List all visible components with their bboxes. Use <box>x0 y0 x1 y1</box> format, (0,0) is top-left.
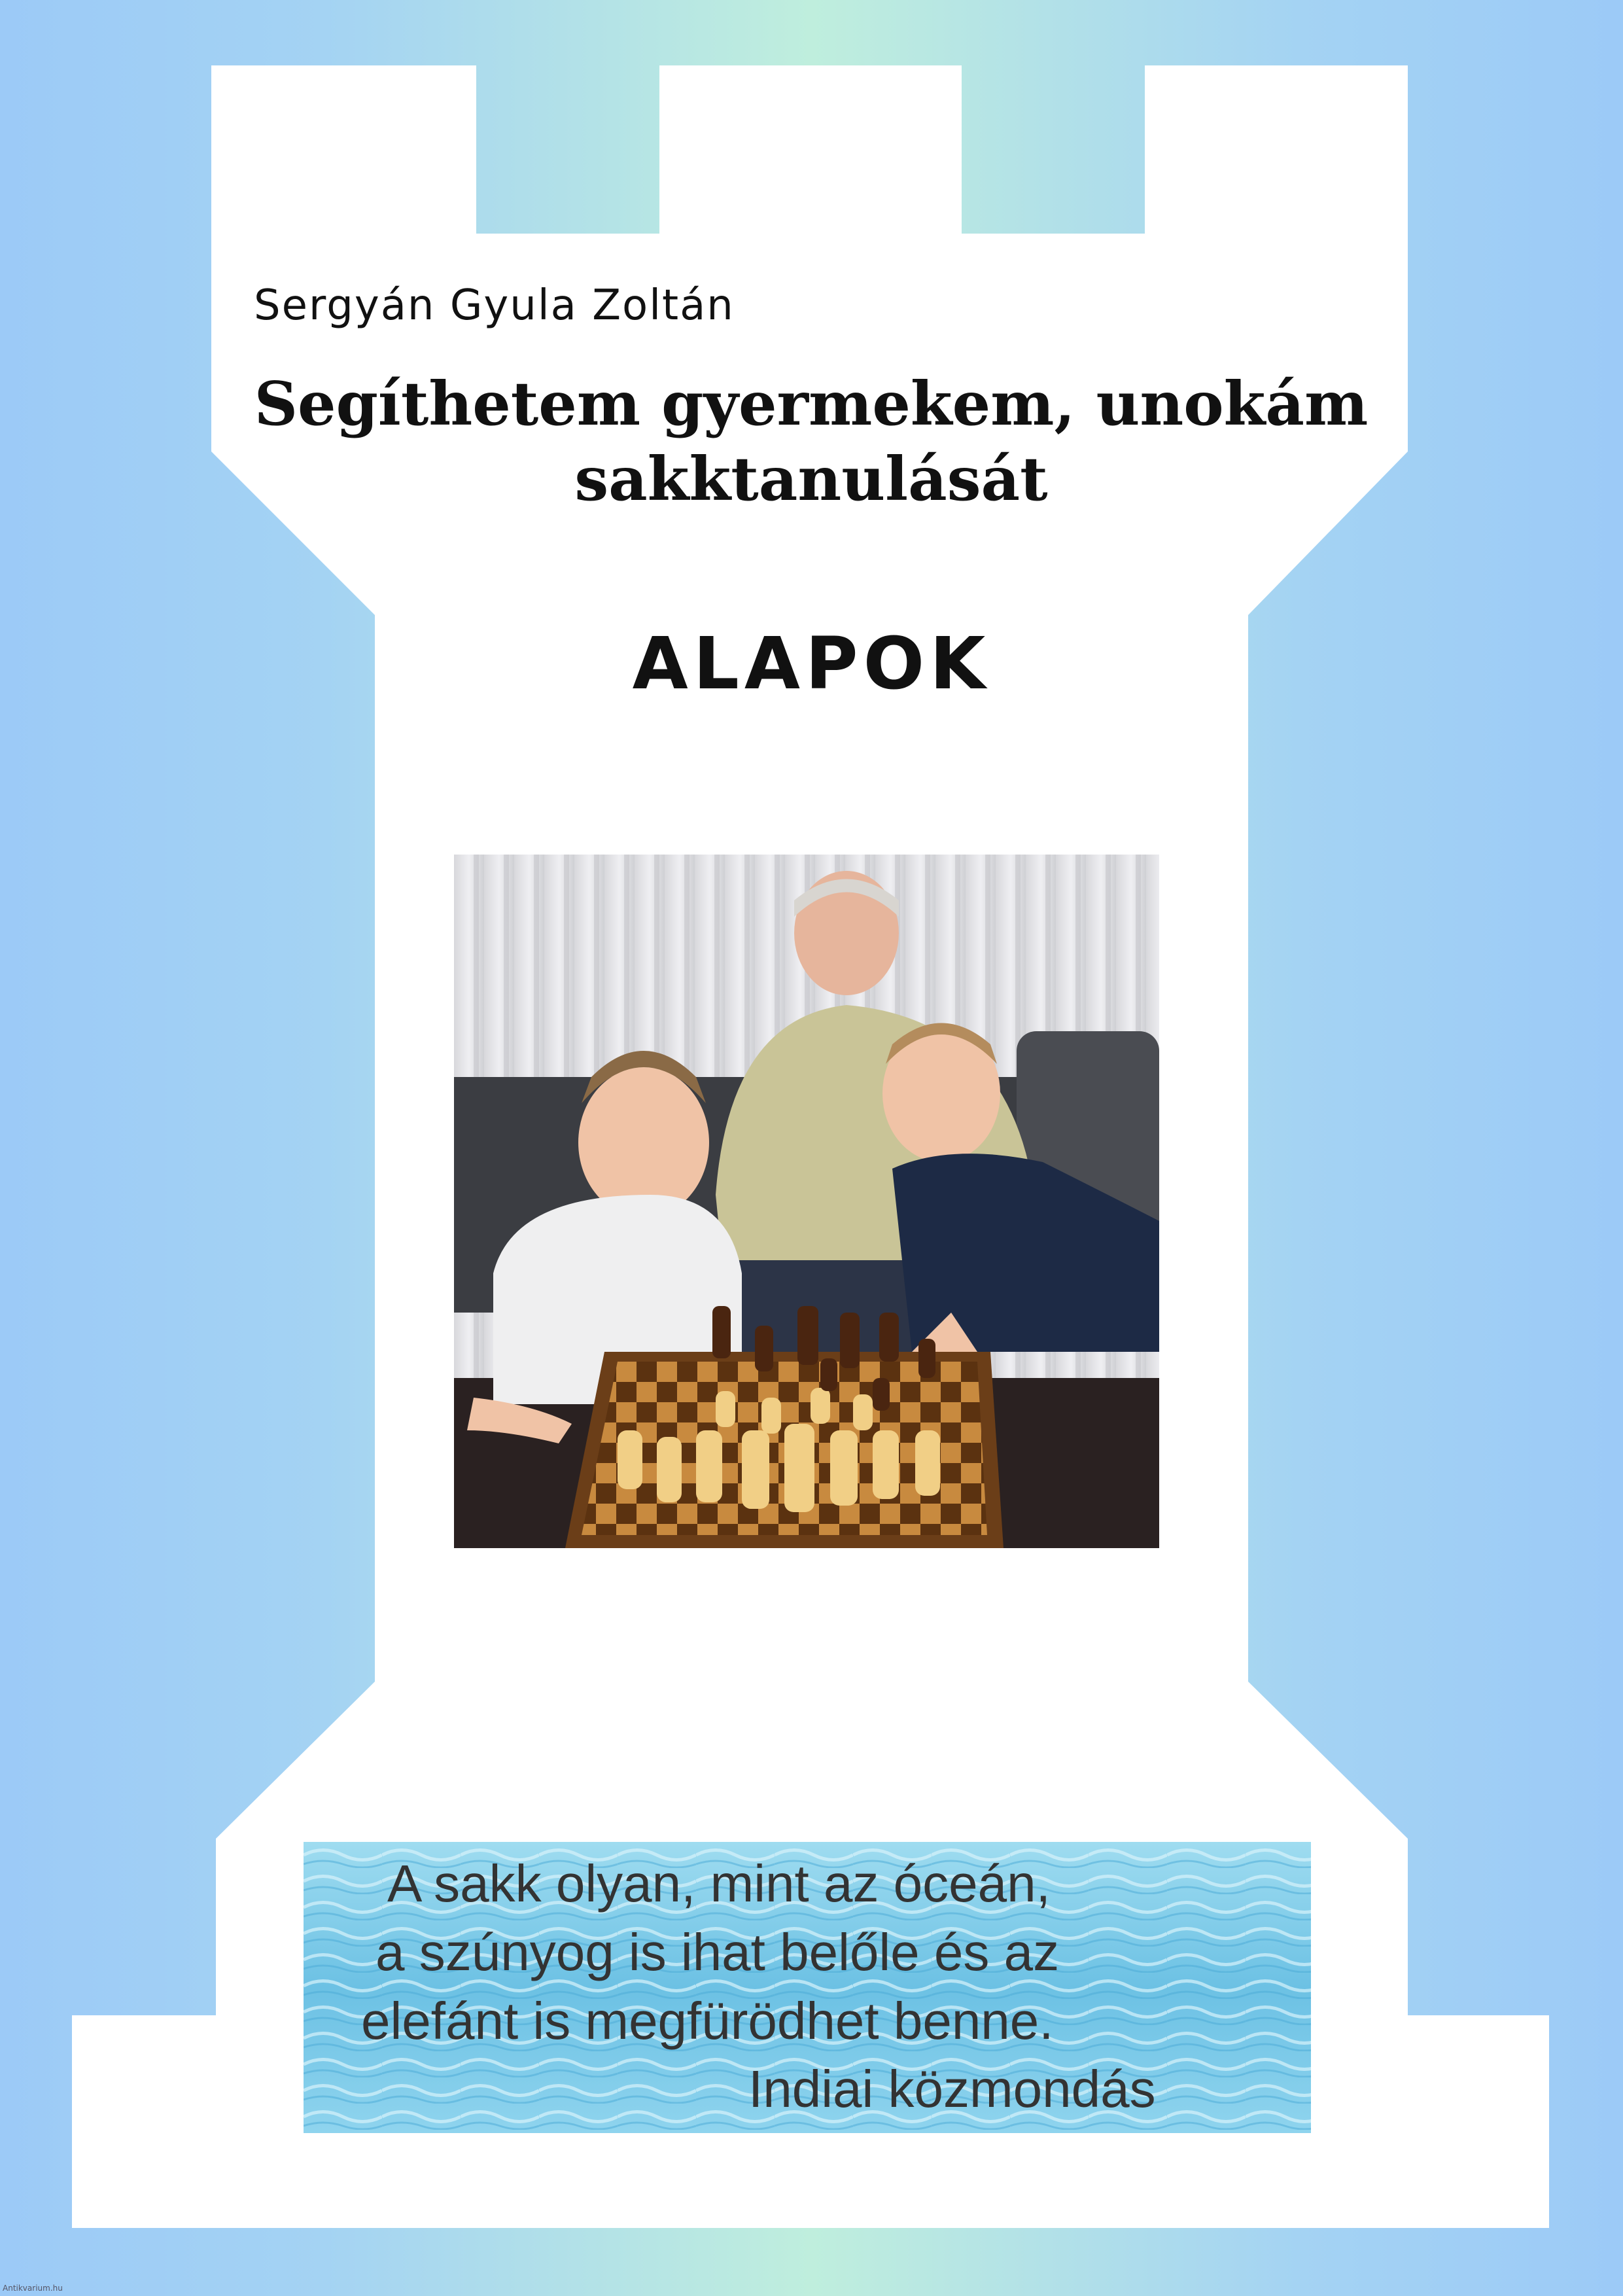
book-subtitle: ALAPOK <box>632 622 991 705</box>
quote-line-3: elefánt is megfürödhet benne. <box>361 1992 1054 2050</box>
author-name: Sergyán Gyula Zoltán <box>254 281 735 330</box>
title-line-1: Segíthetem gyermekem, unokám <box>254 368 1369 439</box>
quote-line-2: a szúnyog is ihat belőle és az <box>375 1923 1060 1981</box>
watermark: Antikvarium.hu <box>3 2284 63 2293</box>
book-title <box>196 366 1426 517</box>
title-line-2: sakktanulását <box>574 444 1048 514</box>
quote-attribution: Indiai közmondás <box>748 2060 1156 2118</box>
quote-line-1: A sakk olyan, mint az óceán, <box>387 1854 1051 1913</box>
chess-family-illustration <box>454 855 1159 1548</box>
cover-photo <box>454 855 1159 1548</box>
quote-panel <box>304 1842 1311 2133</box>
